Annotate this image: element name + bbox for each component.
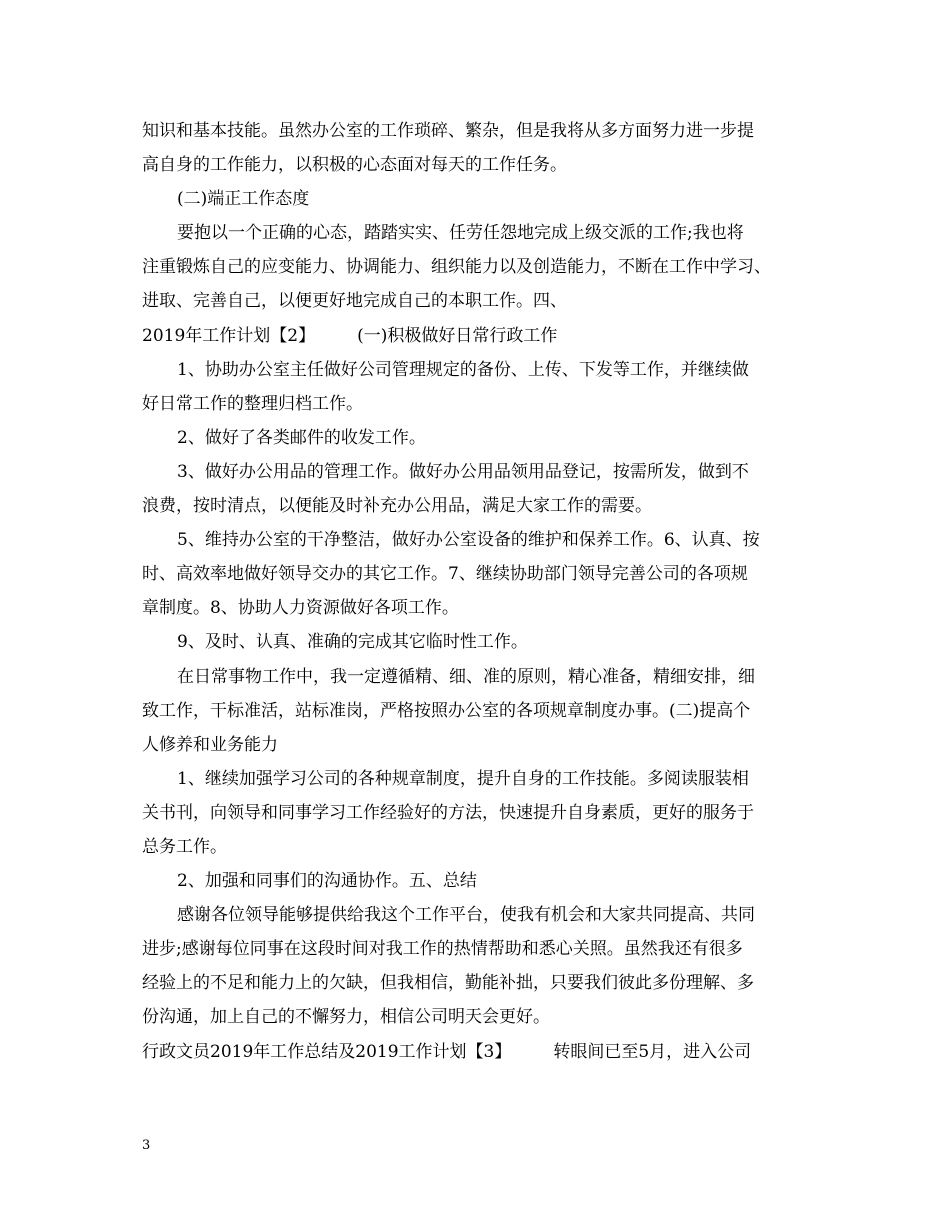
paragraph-line: 总务工作。 <box>142 836 227 857</box>
paragraph-line: 好日常工作的整理归档工作。 <box>142 393 363 414</box>
paragraph-line: 5、维持办公室的干净整洁，做好办公室设备的维护和保养工作。6、认真、按 <box>177 530 760 551</box>
paragraph-line: 进步;感谢每位同事在这段时间对我工作的热情帮助和悉心关照。虽然我还有很多 <box>142 939 743 960</box>
paragraph-line: 感谢各位领导能够提供给我这个工作平台，使我有机会和大家共同提高、共同 <box>177 905 755 926</box>
section-heading: (一)积极做好日常行政工作 <box>357 325 558 346</box>
paragraph-line: 2、做好了各类邮件的收发工作。 <box>177 427 426 448</box>
paragraph-line: 时、高效率地做好领导交办的其它工作。7、继续协助部门领导完善公司的各项规 <box>142 564 748 585</box>
body-text <box>142 114 810 1069</box>
plan-title: 行政文员2019年工作总结及2019工作计划【3】 <box>142 1041 512 1062</box>
paragraph-line: 注重锻炼自己的应变能力、协调能力、组织能力以及创造能力，不断在工作中学习、 <box>142 257 771 278</box>
paragraph-line: 人修养和业务能力 <box>142 734 278 755</box>
plan-title: 2019年工作计划【2】 <box>142 325 316 346</box>
plan-heading-line <box>142 1035 810 1069</box>
paragraph-line: 在日常事物工作中，我一定遵循精、细、准的原则，精心准备，精细安排，细 <box>177 666 755 687</box>
paragraph-line: 9、及时、认真、准确的完成其它临时性工作。 <box>177 632 528 653</box>
paragraph-line: 3、做好办公用品的管理工作。做好办公用品领用品登记，按需所发，做到不 <box>177 461 749 482</box>
paragraph-line: 进取、完善自己，以便更好地完成自己的本职工作。四、 <box>142 291 567 312</box>
plan-heading-line <box>142 319 810 353</box>
paragraph-line: 要抱以一个正确的心态，踏踏实实、任劳任怨地完成上级交派的工作;我也将 <box>177 223 744 244</box>
paragraph-line: 浪费，按时清点，以便能及时补充办公用品，满足大家工作的需要。 <box>142 496 652 517</box>
paragraph-text: 转眼间已至5月，进入公司 <box>553 1041 752 1062</box>
paragraph-line: 1、协助办公室主任做好公司管理规定的备份、上传、下发等工作，并继续做 <box>177 359 749 380</box>
paragraph-line: 份沟通，加上自己的不懈努力，相信公司明天会更好。 <box>142 1007 550 1028</box>
paragraph-line: 知识和基本技能。虽然办公室的工作琐碎、繁杂，但是我将从多方面努力进一步提 <box>142 121 754 141</box>
paragraph-line: 致工作，干标准活，站标准岗，严格按照办公室的各项规章制度办事。(二)提高个 <box>142 700 751 721</box>
paragraph-line: 章制度。8、协助人力资源做好各项工作。 <box>142 598 459 619</box>
paragraph-line: 2、加强和同事们的沟通协作。五、总结 <box>177 871 477 892</box>
paragraph-line: 经验上的不足和能力上的欠缺，但我相信，勤能补拙，只要我们彼此多份理解、多 <box>142 973 754 994</box>
section-heading: (二)端正工作态度 <box>177 189 310 210</box>
paragraph-line: 高自身的工作能力，以积极的心态面对每天的工作任务。 <box>142 155 567 176</box>
paragraph-line: 关书刊，向领导和同事学习工作经验好的方法，快速提升自身素质，更好的服务于 <box>142 802 754 823</box>
page-number: 3 <box>142 1138 151 1153</box>
paragraph-line: 1、继续加强学习公司的各种规章制度，提升自身的工作技能。多阅读服装相 <box>177 768 749 789</box>
